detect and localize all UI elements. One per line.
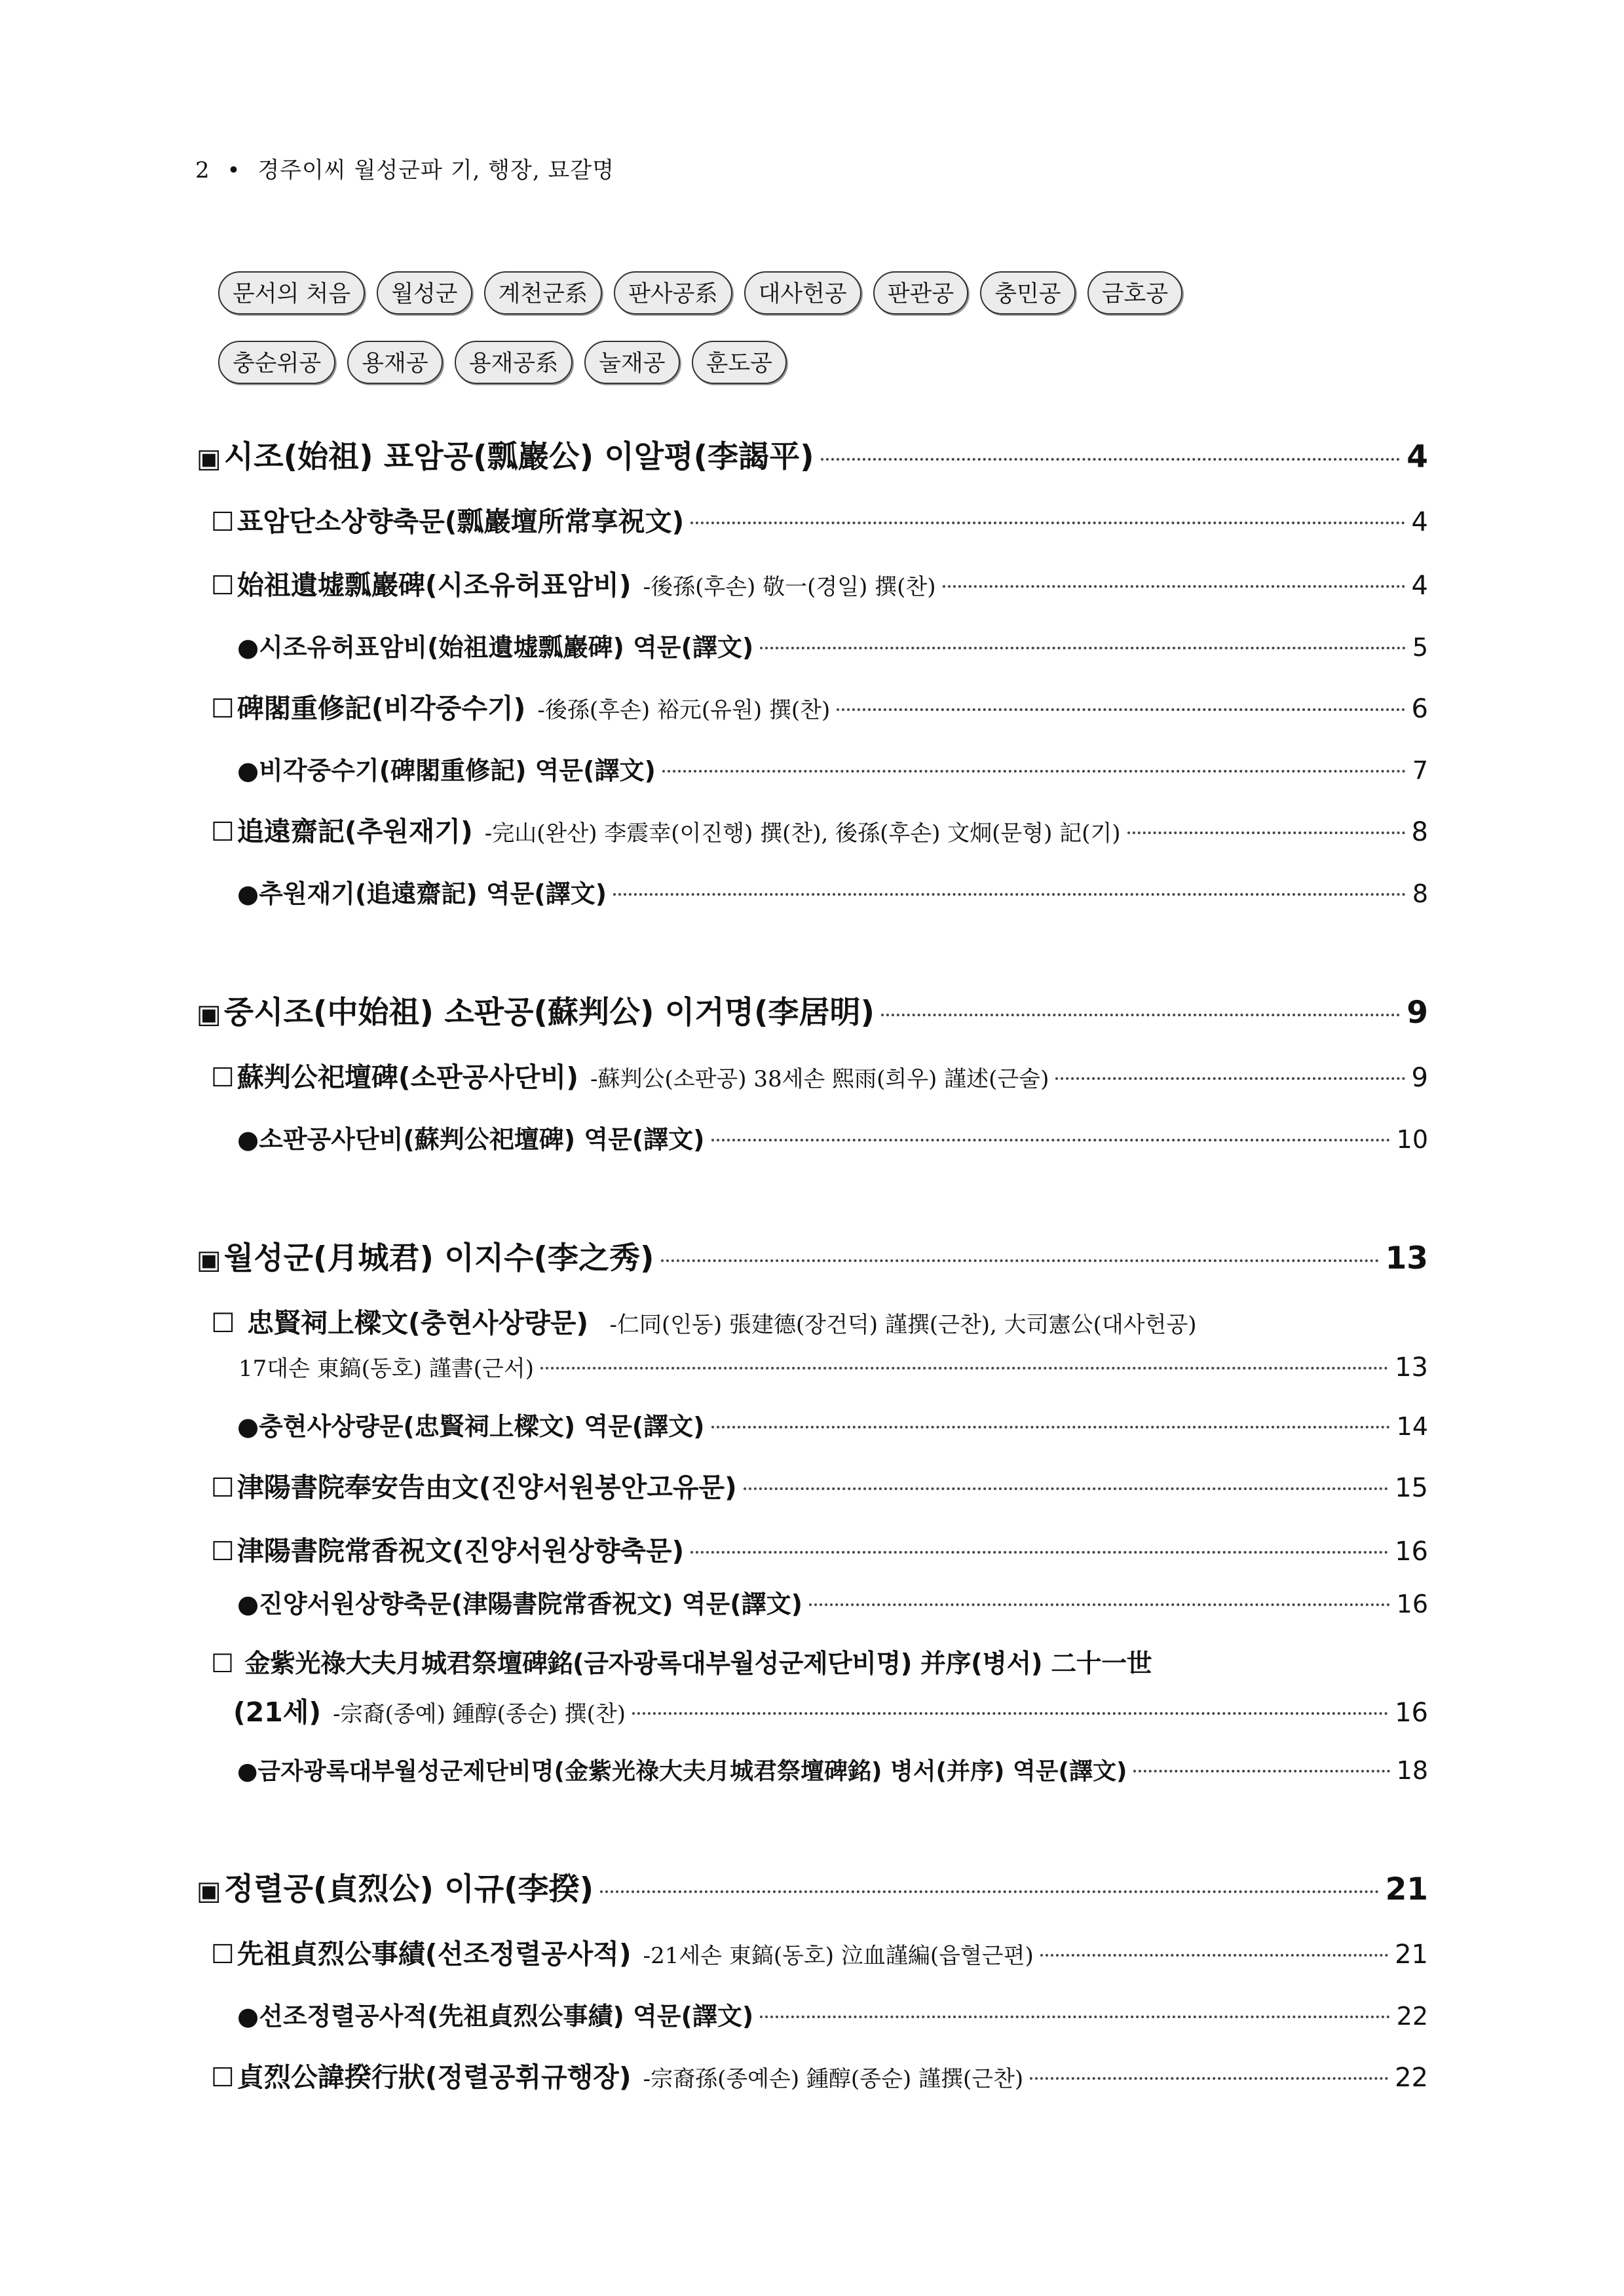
toc-translation-entry[interactable] xyxy=(237,1996,1428,2032)
entry-marker: ☐ xyxy=(211,571,235,601)
dot-leader xyxy=(809,1603,1390,1606)
page-ref: 9 xyxy=(1407,995,1428,1031)
entry-marker: ☐ xyxy=(211,694,235,724)
page-header xyxy=(195,152,614,184)
entry-author: -宗裔孫(종예손) 鍾醇(종순) 謹撰(근찬) xyxy=(643,2066,1024,2092)
nav-button-doc-start[interactable]: 문서의 처음 xyxy=(218,271,365,315)
toc-entry[interactable] xyxy=(211,687,1428,725)
dot-leader xyxy=(600,1890,1379,1893)
nav-row-1 xyxy=(218,271,1430,315)
toc-section-title[interactable] xyxy=(197,1865,1428,1909)
toc-entry-first-line[interactable] xyxy=(211,1643,1428,1680)
nav-button-pangwangong[interactable]: 판관공 xyxy=(873,271,968,315)
entry-label: 先祖貞烈公事績(선조정렬공사적) xyxy=(236,1938,632,1970)
translation-marker: ● xyxy=(237,2002,259,2031)
toc-translation-entry[interactable] xyxy=(237,1584,1428,1620)
translation-marker: ● xyxy=(237,1125,259,1154)
nav-button-yongjaegong-branch[interactable]: 용재공系 xyxy=(455,341,573,384)
dot-leader xyxy=(881,1014,1400,1016)
entry-author: -後孫(후손) 裕元(유원) 撰(찬) xyxy=(537,697,831,723)
toc-translation-entry[interactable] xyxy=(237,1406,1428,1442)
dot-leader xyxy=(1127,832,1405,834)
nav-button-gyecheongun[interactable]: 계천군系 xyxy=(484,271,602,315)
section-marker: ▣ xyxy=(197,1245,221,1275)
toc-section-title[interactable] xyxy=(197,432,1428,476)
page-ref: 6 xyxy=(1411,694,1428,724)
page-ref: 21 xyxy=(1395,1940,1428,1970)
entry-label: 忠賢祠上樑文(충현사상량문) xyxy=(247,1307,589,1339)
section-title: 중시조(中始祖) 소판공(蘇判公) 이거명(李居明) xyxy=(223,995,875,1031)
entry-author: -蘇判公(소판공) 38세손 熙雨(희우) 謹述(근술) xyxy=(590,1066,1049,1092)
entry-label: 시조유허표암비(始祖遺墟瓢巖碑) 역문(譯文) xyxy=(259,633,754,662)
section-title: 월성군(月城君) 이지수(李之秀) xyxy=(223,1240,654,1276)
toc-entry[interactable] xyxy=(211,1466,1428,1504)
toc-entry[interactable] xyxy=(211,2056,1428,2094)
page-number: 2 xyxy=(195,157,210,183)
toc-entry[interactable] xyxy=(211,564,1428,602)
dot-leader xyxy=(613,893,1406,896)
dot-leader xyxy=(821,458,1401,461)
entry-marker: ☐ xyxy=(211,1473,235,1503)
dot-leader xyxy=(1040,1954,1388,1957)
section-spacer xyxy=(197,933,1428,988)
entry-label: 追遠齋記(추원재기) xyxy=(236,816,473,847)
nav-button-nuljaegong[interactable]: 눌재공 xyxy=(584,341,679,384)
translation-marker: ● xyxy=(237,1758,258,1785)
nav-button-chungsunwigong[interactable]: 충순위공 xyxy=(218,341,335,384)
dot-leader xyxy=(837,708,1405,711)
nav-button-wolseonggun[interactable]: 월성군 xyxy=(377,271,472,315)
dot-leader xyxy=(744,1487,1388,1490)
translation-marker: ● xyxy=(237,756,259,785)
toc-entry-first-line[interactable] xyxy=(211,1301,1428,1340)
page-ref: 8 xyxy=(1412,879,1428,908)
page-ref: 9 xyxy=(1411,1063,1428,1093)
entry-label: 금자광록대부월성군제단비명(金紫光祿大夫月城君祭壇碑銘) 병서(并序) 역문(譯文) xyxy=(257,1758,1127,1785)
entry-marker: ☐ xyxy=(211,1537,235,1567)
entry-label: 碑閣重修記(비각중수기) xyxy=(236,693,526,724)
page-ref: 14 xyxy=(1396,1412,1428,1441)
entry-label: 소판공사단비(蘇判公祀壇碑) 역문(譯文) xyxy=(259,1125,705,1154)
toc-translation-entry[interactable] xyxy=(237,1119,1428,1155)
section-spacer xyxy=(197,1810,1428,1865)
section-marker: ▣ xyxy=(197,999,221,1029)
nav-button-yongjaegong[interactable]: 용재공 xyxy=(347,341,442,384)
entry-label: 津陽書院奉安告由文(진양서원봉안고유문) xyxy=(236,1472,737,1503)
page-ref: 4 xyxy=(1411,507,1428,537)
dot-leader xyxy=(943,585,1405,588)
dot-leader xyxy=(662,770,1406,773)
entry-marker: ☐ xyxy=(211,1940,235,1970)
page-ref: 7 xyxy=(1412,756,1428,785)
dot-leader xyxy=(1055,1077,1405,1080)
dot-leader xyxy=(1030,2077,1388,2080)
entry-label: 표암단소상향축문(瓢巖壇所常享祝文) xyxy=(236,506,685,537)
entry-author-continued: 17대손 東鎬(동호) 謹書(근서) xyxy=(238,1356,535,1382)
entry-marker: ☐ xyxy=(211,1063,235,1093)
entry-label: 진양서원상향축문(津陽書院常香祝文) 역문(譯文) xyxy=(259,1590,803,1618)
dot-leader xyxy=(690,1551,1388,1554)
page-ref: 16 xyxy=(1396,1590,1428,1618)
translation-marker: ● xyxy=(237,633,259,662)
entry-label: 津陽書院常香祝文(진양서원상향축문) xyxy=(236,1535,685,1567)
toc-translation-entry[interactable] xyxy=(237,873,1428,909)
running-title: 경주이씨 월성군파 기, 행장, 묘갈명 xyxy=(257,157,614,183)
dot-leader xyxy=(690,522,1405,524)
entry-author: -21세손 東鎬(동호) 泣血謹編(읍혈근편) xyxy=(643,1943,1034,1969)
dot-leader xyxy=(632,1712,1388,1715)
section-spacer xyxy=(197,1179,1428,1234)
page-ref: 16 xyxy=(1395,1537,1428,1567)
toc-entry[interactable] xyxy=(211,1529,1428,1568)
toc-entry-continuation[interactable] xyxy=(233,1691,1428,1729)
entry-label-continued: (21세) xyxy=(233,1696,322,1728)
translation-marker: ● xyxy=(237,1412,259,1441)
page-ref: 4 xyxy=(1411,571,1428,601)
nav-buttons xyxy=(218,271,1430,410)
page-ref: 10 xyxy=(1396,1125,1428,1154)
page-ref: 22 xyxy=(1395,2063,1428,2093)
section-marker: ▣ xyxy=(197,444,221,474)
toc-entry[interactable] xyxy=(211,810,1428,849)
nav-button-daesaheongong[interactable]: 대사헌공 xyxy=(744,271,861,315)
toc-section-title[interactable] xyxy=(197,1234,1428,1278)
page-ref: 13 xyxy=(1395,1352,1428,1383)
dot-leader xyxy=(540,1367,1388,1369)
toc-translation-entry[interactable] xyxy=(237,750,1428,786)
nav-row-2 xyxy=(218,341,1430,384)
translation-marker: ● xyxy=(237,879,259,908)
dot-leader xyxy=(661,1259,1379,1262)
dot-leader xyxy=(711,1426,1390,1428)
dot-leader xyxy=(1133,1770,1389,1772)
toc-translation-entry[interactable] xyxy=(237,627,1428,663)
nav-button-hundogong[interactable]: 훈도공 xyxy=(692,341,787,384)
page-ref: 13 xyxy=(1385,1240,1428,1276)
dot-leader xyxy=(711,1139,1390,1141)
page-ref: 4 xyxy=(1407,439,1428,475)
page-ref: 5 xyxy=(1412,633,1428,662)
entry-label: 蘇判公祀壇碑(소판공사단비) xyxy=(236,1062,578,1093)
entry-marker: ☐ xyxy=(211,1307,235,1339)
entry-label: 金紫光祿大夫月城君祭壇碑銘(금자광록대부월성군제단비명) 并序(병서) 二十一世 xyxy=(244,1649,1152,1679)
entry-label: 비각중수기(碑閣重修記) 역문(譯文) xyxy=(259,756,656,785)
table-of-contents xyxy=(197,432,1428,2119)
page-ref: 22 xyxy=(1396,2002,1428,2031)
entry-marker: ☐ xyxy=(211,817,235,847)
toc-section-title[interactable] xyxy=(197,988,1428,1032)
nav-button-geumhogong[interactable]: 금호공 xyxy=(1087,271,1182,315)
dot-leader xyxy=(760,647,1406,649)
dot-leader xyxy=(760,2016,1389,2018)
entry-marker: ☐ xyxy=(211,2063,235,2093)
entry-label: 추원재기(追遠齋記) 역문(譯文) xyxy=(259,879,607,908)
translation-marker: ● xyxy=(237,1590,259,1618)
page-ref: 15 xyxy=(1395,1473,1428,1503)
entry-label: 충현사상량문(忠賢祠上樑文) 역문(譯文) xyxy=(259,1412,705,1441)
page-ref: 16 xyxy=(1395,1698,1428,1728)
entry-author: -宗裔(종예) 鍾醇(종순) 撰(찬) xyxy=(333,1701,626,1727)
entry-label: 貞烈公諱揆行狀(정렬공휘규행장) xyxy=(236,2061,632,2093)
bullet-dot: • xyxy=(227,157,241,183)
entry-marker: ☐ xyxy=(211,1649,234,1679)
toc-entry[interactable] xyxy=(211,1056,1428,1094)
page-ref: 18 xyxy=(1396,1756,1428,1785)
toc-translation-entry[interactable] xyxy=(237,1753,1428,1786)
page-ref: 21 xyxy=(1385,1871,1428,1907)
section-title: 시조(始祖) 표암공(瓢巖公) 이알평(李謁平) xyxy=(223,439,814,475)
entry-author: -後孫(후손) 敬一(경일) 撰(찬) xyxy=(643,574,936,600)
toc-entry[interactable] xyxy=(211,500,1428,539)
nav-button-pansagong[interactable]: 판사공系 xyxy=(614,271,732,315)
entry-label: 始祖遺墟瓢巖碑(시조유허표암비) xyxy=(236,569,632,601)
toc-entry[interactable] xyxy=(211,1932,1428,1971)
entry-author: -仁同(인동) 張建德(장건덕) 謹撰(근찬), 大司憲公(대사헌공) xyxy=(609,1312,1197,1338)
toc-entry-continuation[interactable] xyxy=(238,1350,1428,1383)
entry-marker: ☐ xyxy=(211,507,235,537)
entry-label: 선조정렬공사적(先祖貞烈公事績) 역문(譯文) xyxy=(259,2002,754,2031)
section-marker: ▣ xyxy=(197,1876,221,1906)
section-title: 정렬공(貞烈公) 이규(李揆) xyxy=(223,1871,594,1907)
entry-author: -完山(완산) 李震幸(이진행) 撰(찬), 後孫(후손) 文炯(문형) 記(기) xyxy=(484,820,1121,847)
nav-button-chungmingong[interactable]: 충민공 xyxy=(980,271,1075,315)
page-ref: 8 xyxy=(1411,817,1428,847)
